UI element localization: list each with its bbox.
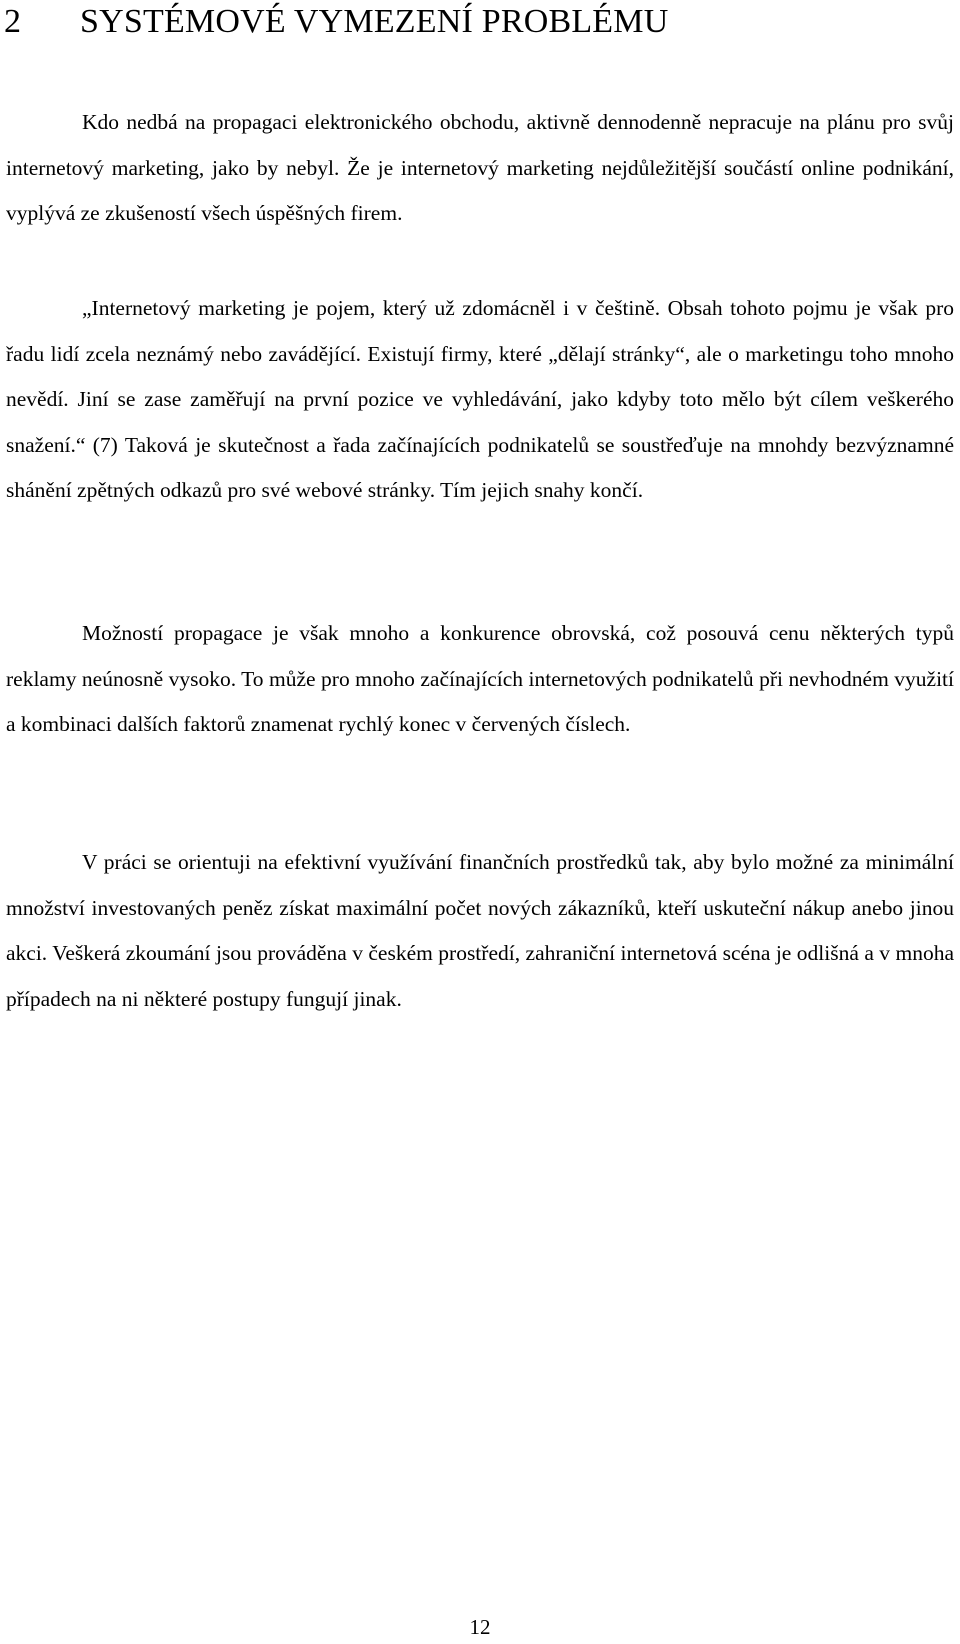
paragraph-focus: [6, 840, 954, 1022]
chapter-title: SYSTÉMOVÉ VYMEZENÍ PROBLÉMU: [80, 3, 669, 40]
paragraph-text: V práci se orientuji na efektivní využívání finančních prostředků tak, aby bylo možné za minimální množství investovaných peněz získat maximální počet nových zákazníků, kteří uskuteční nákup anebo jinou akci. Veškerá zkoumání jsou prováděna v českém prostředí, zahraniční internetová scéna je odlišná a v mnoha případech na ni některé postupy fungují jinak.: [6, 850, 954, 1011]
paragraph-intro: [6, 100, 954, 237]
paragraph-competition: [6, 611, 954, 748]
paragraph-text: Kdo nedbá na propagaci elektronického obchodu, aktivně dennodenně nepracuje na plánu pro svůj internetový marketing, jako by nebyl. Že je internetový marketing nejdůležitější součástí online podnikání, vyplývá ze zkušeností všech úspěšných firem.: [6, 110, 954, 226]
chapter-heading: [4, 2, 668, 42]
paragraph-quote: [6, 286, 954, 514]
page-number: 12: [469, 1615, 491, 1639]
paragraph-text: „Internetový marketing je pojem, který už zdomácněl i v češtině. Obsah tohoto pojmu je však pro řadu lidí zcela neznámý nebo zavádějící. Existují firmy, které „dělají stránky“, ale o marketingu toho mnoho nevědí. Jiní se zase zaměřují na první pozice ve vyhledávání, jako kdyby toto mělo být cílem veškerého snažení.“ (7) Taková je skutečnost a řada začínajících podnikatelů se soustřeďuje na mnohdy bezvýznamné shánění zpětných odkazů pro své webové stránky. Tím jejich snahy končí.: [6, 296, 954, 503]
chapter-number: 2: [4, 3, 22, 40]
paragraph-text: Možností propagace je však mnoho a konkurence obrovská, což posouvá cenu některých typů reklamy neúnosně vysoko. To může pro mnoho začínajících internetových podnikatelů při nevhodném využití a kombinaci dalších faktorů znamenat rychlý konec v červených číslech.: [6, 621, 954, 737]
